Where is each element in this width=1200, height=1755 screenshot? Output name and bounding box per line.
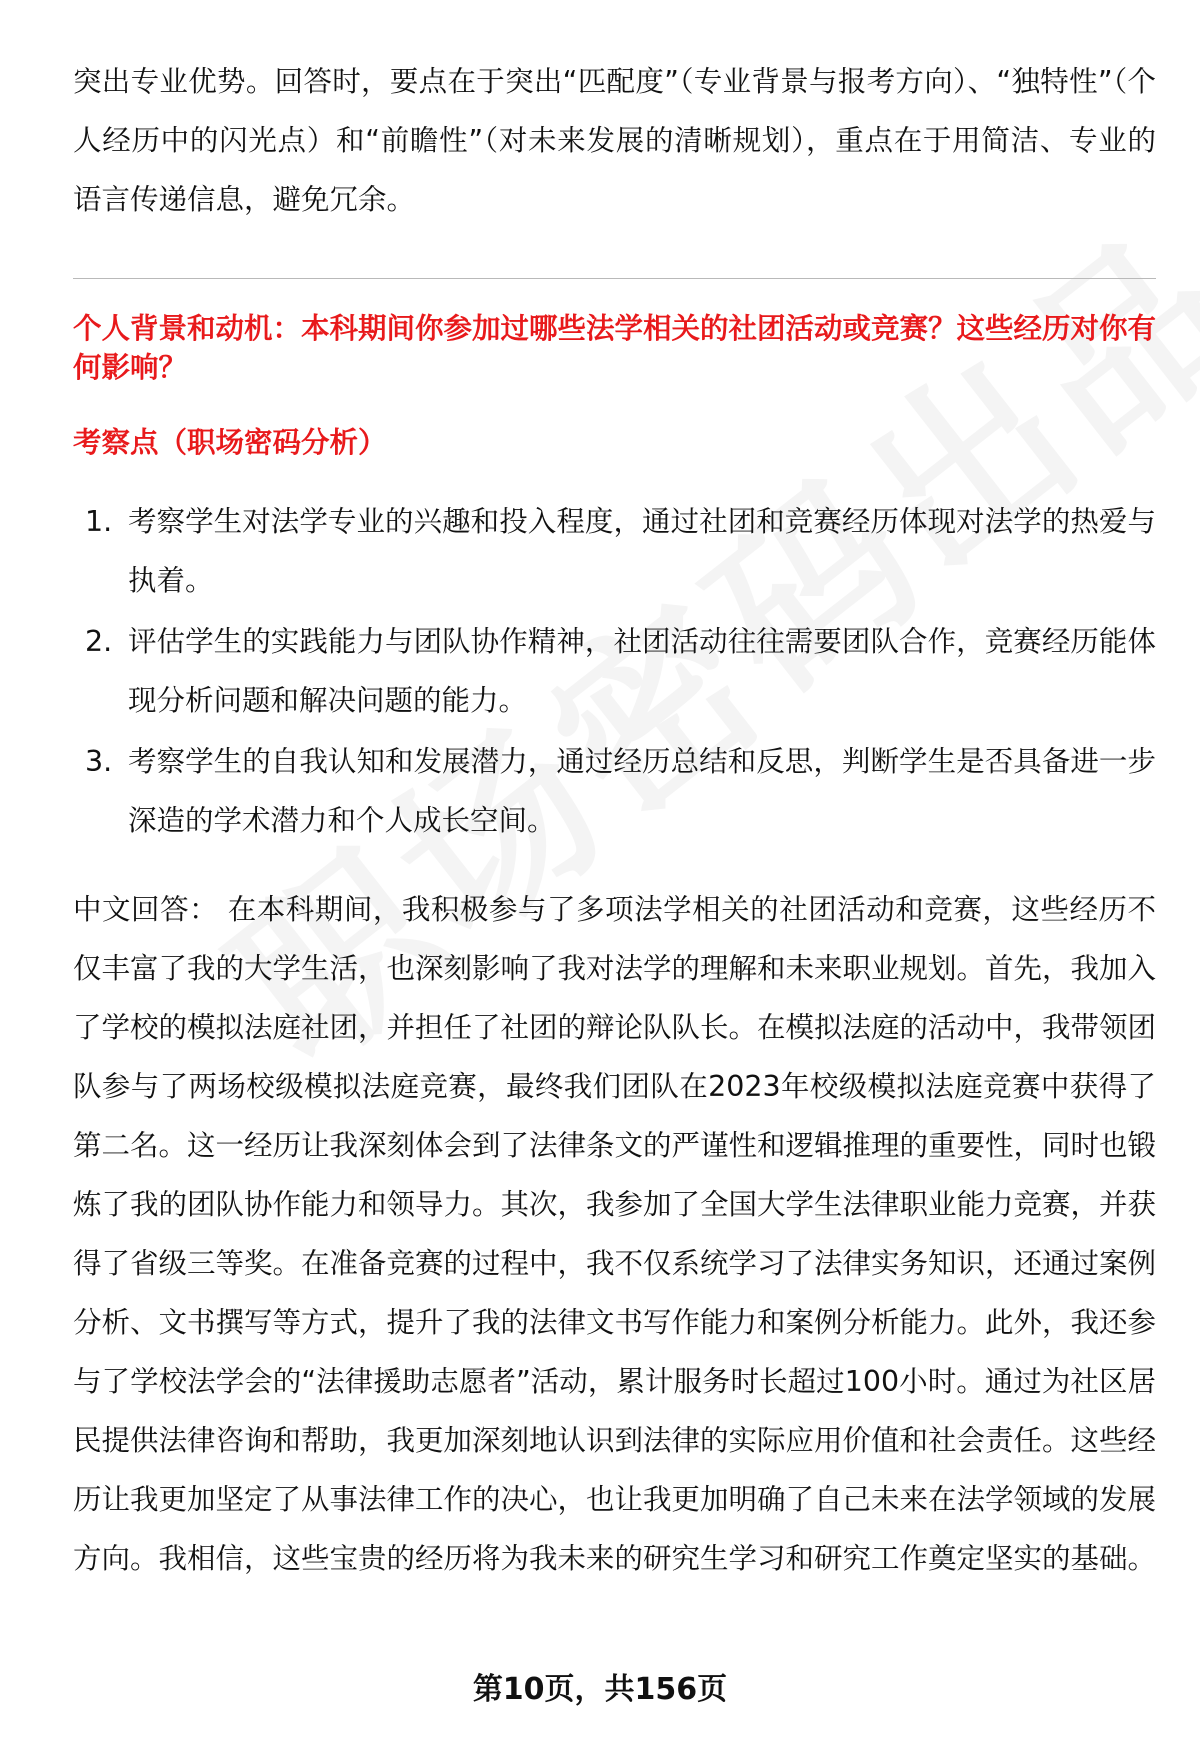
list-item	[73, 612, 1156, 730]
answer-paragraph: 中文回答： 在本科期间，我积极参与了多项法学相关的社团活动和竞赛，这些经历不仅丰富了我的大学生活，也深刻影响了我对法学的理解和未来职业规划。首先，我加入了学校的模拟法庭社团，并担任了社团的辩论队队长。在模拟法庭的活动中，我带领团队参与了两场校级模拟法庭竞赛，最终我们团队在2023年校级模拟法庭竞赛中获得了第二名。这一经历让我深刻体会到了法律条文的严谨性和逻辑推理的重要性，同时也锻炼了我的团队协作能力和领导力。其次，我参加了全国大学生法律职业能力竞赛，并获得了省级三等奖。在准备竞赛的过程中，我不仅系统学习了法律实务知识，还通过案例分析、文书撰写等方式，提升了我的法律文书写作能力和案例分析能力。此外，我还参与了学校法学会的“法律援助志愿者”活动，累计服务时长超过100小时。通过为社区居民提供法律咨询和帮助，我更加深刻地认识到法律的实际应用价值和社会责任。这些经历让我更加坚定了从事法律工作的决心，也让我更加明确了自己未来在法学领域的发展方向。我相信，这些宝贵的经历将为我未来的研究生学习和研究工作奠定坚实的基础。	[73, 893, 1157, 1575]
list-item-text: 评估学生的实践能力与团队协作精神，社团活动往往需要团队合作，竞赛经历能体现分析问题和解决问题的能力。	[128, 625, 1156, 717]
page-number-footer: 第10页，共156页	[472, 1672, 728, 1707]
assessment-title: 考察点（职场密码分析）	[73, 426, 387, 459]
intro-paragraph: 突出专业优势。回答时，要点在于突出“匹配度”（专业背景与报考方向）、“独特性”（个人经历中的闪光点）和“前瞻性”（对未来发展的清晰规划），重点在于用简洁、专业的语言传递信息，避免冗余。	[73, 65, 1156, 216]
list-item-number: 3.	[85, 745, 113, 778]
assessment-points-list	[73, 492, 1156, 852]
question-heading: 个人背景和动机：本科期间你参加过哪些法学相关的社团活动或竞赛？这些经历对你有何影响？	[73, 312, 1157, 384]
list-item-number: 2.	[85, 625, 113, 658]
section-divider	[73, 278, 1156, 279]
list-item-number: 1.	[85, 505, 113, 538]
list-item	[73, 732, 1156, 850]
list-item-text: 考察学生对法学专业的兴趣和投入程度，通过社团和竞赛经历体现对法学的热爱与执着。	[128, 505, 1156, 597]
list-item	[73, 492, 1156, 610]
list-item-text: 考察学生的自我认知和发展潜力，通过经历总结和反思，判断学生是否具备进一步深造的学术潜力和个人成长空间。	[128, 745, 1156, 837]
